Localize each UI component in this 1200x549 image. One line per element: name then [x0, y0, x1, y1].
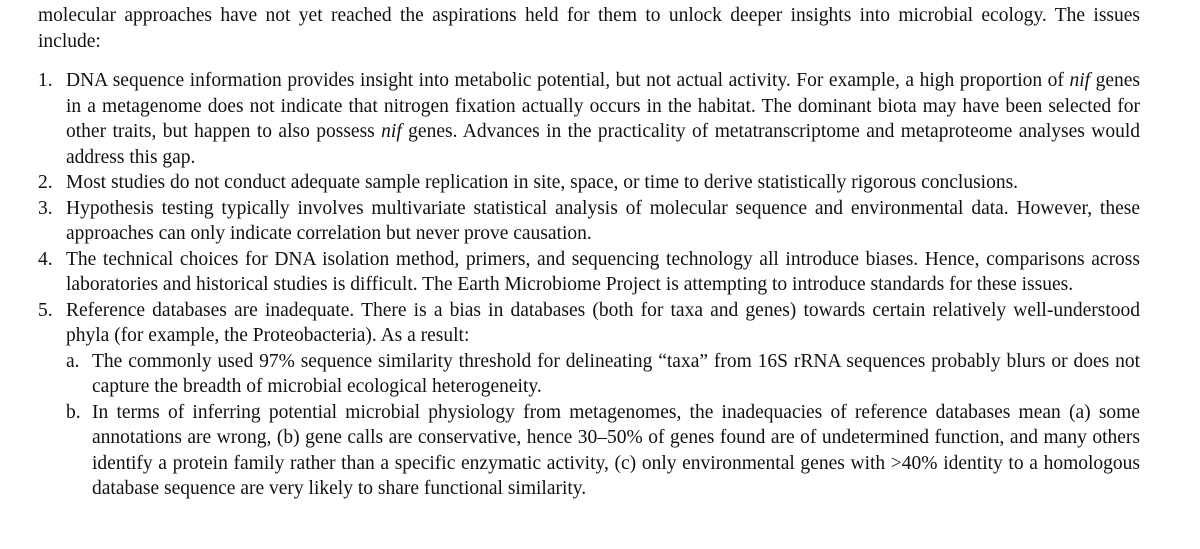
sub-marker: a.	[66, 350, 80, 372]
sub-item-text: In terms of inferring potential microbial physiology from metagenomes, the inadequacies of reference databases mean (a) some annotations are wrong, (b) gene calls are conservative, hence 30–50% of genes found are of undetermined function, and many others identify a protein family rather than a specific enzymatic activity, (c) only environmental genes with >40% identity to a homologous database sequence are very likely to share functional similarity.	[92, 401, 1140, 499]
gene-name-italic: nif	[381, 121, 402, 142]
gene-name-italic: nif	[1069, 70, 1091, 91]
issues-list	[38, 68, 1140, 502]
sub-item-a	[66, 349, 1140, 400]
list-item-text: DNA sequence information provides insight into metabolic potential, but not actual activity. For example, a high proportion of nif genes in a metagenome does not indicate that nitrogen fixation actually occurs in the habitat. The dominant biota may have been selected for other traits, but happen to also possess nif genes. Advances in the practicality of metatranscriptome and metaproteome analyses would address this gap.	[66, 70, 1140, 168]
sub-list	[66, 349, 1140, 502]
sub-marker: b.	[66, 401, 81, 423]
intro-paragraph: molecular approaches have not yet reached the aspirations held for them to unlock deeper insights into microbial ecology. The issues include:	[38, 5, 1140, 52]
sub-item-b	[66, 400, 1140, 502]
list-item-text: Reference databases are inadequate. There is a bias in databases (both for taxa and genes) towards certain relatively well-understood phyla (for example, the Proteobacteria). As a result:	[66, 299, 1140, 346]
list-marker: 1.	[38, 70, 53, 91]
list-item-text: The technical choices for DNA isolation method, primers, and sequencing technology all introduce biases. Hence, comparisons across laboratories and historical studies is difficult. The Earth Microbiome Project is attempting to introduce standards for these issues.	[66, 248, 1140, 295]
list-marker: 4.	[38, 248, 53, 270]
list-item-text: Most studies do not conduct adequate sample replication in site, space, or time to derive statistically rigorous conclusions.	[66, 172, 1019, 193]
list-item-2	[38, 170, 1140, 196]
list-item-text: Hypothesis testing typically involves multivariate statistical analysis of molecular sequence and environmental data. However, these approaches can only indicate correlation but never prove causation.	[66, 197, 1140, 244]
list-item-3	[38, 196, 1140, 247]
list-item-1	[38, 68, 1140, 170]
list-item-5	[38, 298, 1140, 502]
list-marker: 5.	[38, 299, 53, 321]
list-marker: 3.	[38, 197, 53, 219]
list-marker: 2.	[38, 172, 53, 193]
list-item-4	[38, 247, 1140, 298]
sub-item-text: The commonly used 97% sequence similarity threshold for delineating “taxa” from 16S rRNA sequences probably blurs or does not capture the breadth of microbial ecological heterogeneity.	[92, 350, 1140, 397]
